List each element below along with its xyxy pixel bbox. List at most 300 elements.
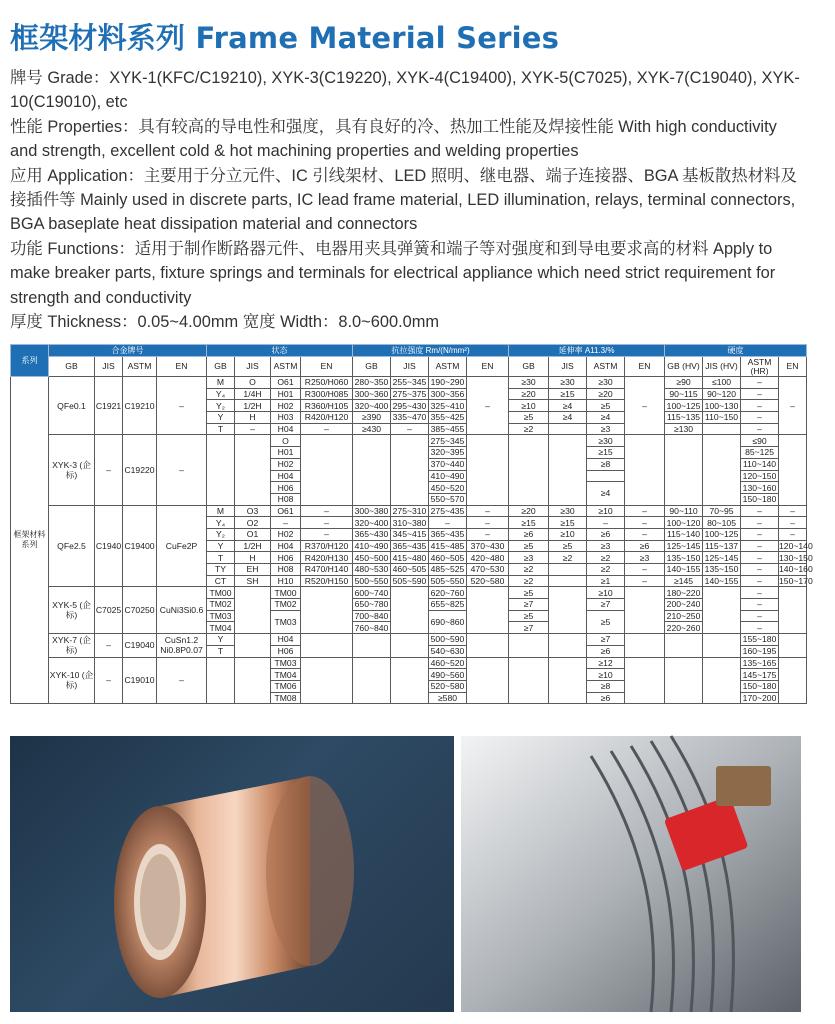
table-cell: –: [741, 423, 779, 435]
table-cell: ≥5: [509, 540, 549, 552]
rm-jis-cell: [391, 435, 429, 505]
table-cell: –: [741, 552, 779, 564]
table-cell: O61: [271, 377, 301, 389]
table-cell: 100~125: [703, 528, 741, 540]
table-cell: ≥2: [509, 423, 549, 435]
table-cell: ≥5: [509, 412, 549, 424]
table-cell: –: [235, 423, 271, 435]
table-cell: 460~505: [429, 552, 467, 564]
alloy-en-cell: –: [157, 377, 207, 435]
status-gb-cell: TM00: [207, 587, 235, 599]
sub-header: JIS (HV): [703, 357, 741, 377]
status-astm-cell: TM03: [271, 610, 301, 633]
table-cell: [703, 423, 741, 435]
table-cell: ≥30: [549, 377, 587, 389]
table-cell: O1: [235, 528, 271, 540]
alloy-en-cell: CuNi3Si0.6: [157, 587, 207, 634]
table-cell: ≥20: [587, 388, 625, 400]
table-cell: SH: [235, 575, 271, 587]
table-cell: –: [741, 412, 779, 424]
table-cell: ≤100: [703, 377, 741, 389]
a-en-cell: [625, 657, 665, 704]
table-cell: –: [301, 505, 353, 517]
table-cell: ≥30: [509, 377, 549, 389]
alloy-jis-cell: C1921: [95, 377, 123, 435]
table-row: [11, 377, 807, 389]
table-cell: ≥4: [549, 412, 587, 424]
page-title: 框架材料系列 Frame Material Series: [10, 21, 560, 55]
table-cell: R470/H140: [301, 564, 353, 576]
table-cell: 300~360: [353, 388, 391, 400]
sub-header: EN: [625, 357, 665, 377]
hv-astm-cell: –: [741, 610, 779, 622]
table-cell: 505~550: [429, 575, 467, 587]
table-cell: 150~180: [741, 493, 779, 505]
table-cell: 365~430: [353, 528, 391, 540]
table-cell: 385~455: [429, 423, 467, 435]
slitting-machine-photo: [461, 736, 801, 1012]
table-cell: 550~570: [429, 493, 467, 505]
table-cell: 450~500: [353, 552, 391, 564]
table-cell: R360/H105: [301, 400, 353, 412]
table-cell: 140~155: [703, 575, 741, 587]
table-cell: 415~485: [429, 540, 467, 552]
table-cell: H10: [271, 575, 301, 587]
table-cell: 275~375: [391, 388, 429, 400]
a-jis-cell: [549, 634, 587, 657]
table-cell: ≥6: [625, 540, 665, 552]
table-cell: H04: [271, 423, 301, 435]
rm-astm-cell: 460~520: [429, 657, 467, 669]
table-cell: Y₂: [207, 400, 235, 412]
table-cell: ≥15: [509, 517, 549, 529]
hv-astm-cell: 170~200: [741, 692, 779, 704]
table-row: [11, 634, 807, 646]
sub-header: EN: [301, 357, 353, 377]
rm-en-cell: [467, 657, 509, 704]
table-cell: 370~430: [467, 540, 509, 552]
table-group-header-row: [11, 345, 807, 357]
table-cell: –: [271, 517, 301, 529]
table-cell: 320~400: [353, 400, 391, 412]
rm-en-cell: [467, 587, 509, 634]
hv-jis-cell: [703, 634, 741, 657]
rm-jis-cell: [391, 587, 429, 634]
table-cell: 365~435: [391, 540, 429, 552]
brass-holder: [716, 766, 771, 806]
status-astm-cell: H06: [271, 645, 301, 657]
sub-header: GB: [353, 357, 391, 377]
sub-header: ASTM (HR): [741, 357, 779, 377]
table-cell: ≥3: [625, 552, 665, 564]
table-cell: 365~435: [429, 528, 467, 540]
status-en-cell: [301, 587, 353, 634]
status-astm-cell: TM06: [271, 680, 301, 692]
alloy-gb-cell: XYK-3 (企标): [49, 435, 95, 505]
table-cell: 280~350: [353, 377, 391, 389]
hv-en-cell: [779, 587, 807, 634]
dimensions-text: 厚度 Thickness：0.05~4.00mm 宽度 Width：8.0~600.0mm: [10, 313, 440, 332]
hv-gb-cell: 180~220: [665, 587, 703, 599]
rm-gb-cell: 600~740: [353, 587, 391, 599]
table-cell: 100~120: [665, 517, 703, 529]
hv-astm-cell: 160~195: [741, 645, 779, 657]
hv-gb-cell: 220~260: [665, 622, 703, 634]
alloy-astm-cell: C19040: [123, 634, 157, 657]
alloy-gb-cell: XYK-10 (企标): [49, 657, 95, 704]
status-gb-cell: Y: [207, 634, 235, 646]
alloy-astm-cell: C19010: [123, 657, 157, 704]
table-cell: 1/2H: [235, 400, 271, 412]
table-cell: H02: [271, 400, 301, 412]
a-en-cell: [625, 634, 665, 657]
table-cell: ≥4: [587, 412, 625, 424]
a-astm-cell: ≥12: [587, 657, 625, 669]
alloy-en-cell: –: [157, 657, 207, 704]
spec-table-container: [10, 344, 813, 704]
hv-astm-cell: 145~175: [741, 669, 779, 681]
table-cell: R520/H150: [301, 575, 353, 587]
table-cell: Y₄: [207, 388, 235, 400]
table-cell: 410~490: [429, 470, 467, 482]
table-cell: 295~430: [391, 400, 429, 412]
table-cell: 90~115: [665, 388, 703, 400]
table-cell: 345~415: [391, 528, 429, 540]
table-cell: –: [741, 564, 779, 576]
hv-jis-cell: [703, 587, 741, 634]
a-gb-cell: ≥5: [509, 610, 549, 622]
sub-header: ASTM: [123, 357, 157, 377]
table-cell: –: [741, 377, 779, 389]
rm-astm-cell: 690~860: [429, 610, 467, 633]
table-cell: T: [207, 423, 235, 435]
table-cell: R300/H085: [301, 388, 353, 400]
table-cell: –: [741, 575, 779, 587]
a-astm-cell: ≥10: [587, 669, 625, 681]
a-gb-cell: ≥5: [509, 587, 549, 599]
table-cell: –: [625, 575, 665, 587]
table-cell: 460~505: [391, 564, 429, 576]
spec-table: [10, 344, 813, 704]
table-cell: –: [741, 528, 779, 540]
alloy-astm-cell: C19210: [123, 377, 157, 435]
table-cell: H01: [271, 388, 301, 400]
a-astm-cell: ≥7: [587, 634, 625, 646]
table-cell: 110~150: [703, 412, 741, 424]
table-cell: ≥30: [549, 505, 587, 517]
table-cell: ≥6: [509, 528, 549, 540]
table-cell: ≥2: [509, 564, 549, 576]
table-cell: –: [467, 528, 509, 540]
rm-jis-cell: [391, 657, 429, 704]
status-gb-cell: TM04: [207, 622, 235, 634]
rm-astm-cell: 540~630: [429, 645, 467, 657]
table-cell: 310~380: [391, 517, 429, 529]
a-astm-cell: ≥4: [587, 482, 625, 505]
alloy-astm-cell: C70250: [123, 587, 157, 634]
table-cell: 190~290: [429, 377, 467, 389]
table-cell: R420/H120: [301, 412, 353, 424]
rm-gb-cell: 650~780: [353, 599, 391, 611]
hv-gb-cell: 210~250: [665, 610, 703, 622]
hv-astm-cell: 150~180: [741, 680, 779, 692]
alloy-group-header: 合金牌号: [49, 345, 207, 357]
a-astm-cell: ≥5: [587, 610, 625, 633]
table-cell: ≥390: [353, 412, 391, 424]
table-cell: T: [207, 552, 235, 564]
series-name-cell: 框架材料系列: [11, 377, 49, 704]
table-cell: 130~150: [779, 552, 813, 563]
rm-en-cell: –: [467, 377, 509, 435]
sub-header: JIS: [235, 357, 271, 377]
table-cell: ≥15: [587, 447, 625, 459]
table-sub-header-row: [11, 357, 807, 377]
table-cell: H03: [271, 412, 301, 424]
table-cell: 140~160: [779, 564, 813, 575]
alloy-jis-cell: –: [95, 657, 123, 704]
table-cell: 1/4H: [235, 388, 271, 400]
alloy-jis-cell: –: [95, 634, 123, 657]
status-jis-cell: [235, 657, 271, 704]
a-gb-cell: [509, 634, 549, 657]
status-en-cell: [301, 634, 353, 657]
description: [10, 66, 805, 334]
a-astm-cell: ≥6: [587, 645, 625, 657]
table-cell: ≥30: [587, 377, 625, 389]
table-cell: 70~95: [703, 505, 741, 517]
table-cell: 1/2H: [235, 540, 271, 552]
status-astm-cell: TM02: [271, 599, 301, 611]
table-cell: 450~520: [429, 482, 467, 494]
table-cell: 85~125: [741, 447, 779, 459]
table-cell: 115~135: [665, 412, 703, 424]
hv-gb-cell: [665, 634, 703, 657]
table-cell: 100~130: [703, 400, 741, 412]
rm-gb-cell: 700~840: [353, 610, 391, 622]
hv-gb-cell: [665, 435, 703, 505]
table-cell: ≥20: [509, 388, 549, 400]
table-cell: 410~490: [353, 540, 391, 552]
table-row: [11, 587, 807, 599]
status-en-cell: [301, 657, 353, 704]
table-cell: –: [391, 423, 429, 435]
hv-jis-cell: [703, 435, 741, 505]
table-cell: 370~440: [429, 458, 467, 470]
hv-astm-cell: –: [741, 587, 779, 599]
table-cell: Y: [207, 540, 235, 552]
status-jis-cell: [235, 587, 271, 634]
table-cell: –: [301, 528, 353, 540]
table-cell: ≥430: [353, 423, 391, 435]
table-cell: R370/H120: [301, 540, 353, 552]
table-cell: –: [625, 528, 665, 540]
a-jis-cell: [549, 435, 587, 505]
rm-astm-cell: 500~590: [429, 634, 467, 646]
table-cell: 520~580: [467, 575, 509, 587]
table-cell: 140~155: [665, 564, 703, 576]
alloy-astm-cell: C19400: [123, 505, 157, 587]
table-cell: –: [741, 517, 779, 529]
rm-en-cell: [467, 435, 509, 505]
hv-gb-cell: [665, 657, 703, 704]
table-cell: H: [235, 412, 271, 424]
table-cell: ≤90: [741, 435, 779, 447]
status-en-cell: [301, 435, 353, 505]
table-row: [11, 435, 807, 447]
application-text: 应用 Application：主要用于分立元件、IC 引线架材、LED 照明、继电器、端子连接器、BGA 基板散热材料及接插件等 Mainly used in discrete parts, IC lead frame material, LED illumination, relays, terminal connectors, BGA baseplate heat dissipation material and connectors: [10, 166, 797, 234]
table-cell: ≥3: [509, 552, 549, 564]
table-cell: O61: [271, 505, 301, 517]
alloy-jis-cell: C7025: [95, 587, 123, 634]
elongation-group-header: 延伸率 A11.3/%: [509, 345, 665, 357]
alloy-jis-cell: C1940: [95, 505, 123, 587]
table-cell: –: [625, 564, 665, 576]
hv-astm-cell: –: [741, 599, 779, 611]
table-cell: 150~170: [779, 576, 813, 587]
table-cell: ≥10: [587, 505, 625, 517]
table-cell: –: [779, 517, 807, 529]
table-cell: ≥5: [587, 400, 625, 412]
table-cell: H08: [271, 564, 301, 576]
sub-header: JIS: [549, 357, 587, 377]
status-gb-cell: T: [207, 645, 235, 657]
table-cell: ≥4: [549, 400, 587, 412]
table-cell: 355~425: [429, 412, 467, 424]
table-cell: ≥30: [587, 435, 625, 447]
table-cell: –: [741, 388, 779, 400]
spec-table-body: [11, 345, 813, 704]
table-cell: ≥2: [549, 552, 587, 564]
a-astm-cell: ≥7: [587, 599, 625, 611]
coil-back-shape: [266, 776, 354, 966]
status-gb-cell: [207, 657, 235, 704]
hv-en-cell: [779, 634, 807, 657]
hv-en-cell: –: [779, 377, 807, 435]
table-cell: H04: [271, 470, 301, 482]
table-row: [11, 505, 807, 517]
table-cell: –: [741, 505, 779, 517]
table-cell: 500~550: [353, 575, 391, 587]
a-gb-cell: ≥7: [509, 599, 549, 611]
table-cell: –: [301, 517, 353, 529]
hv-gb-cell: 200~240: [665, 599, 703, 611]
rm-jis-cell: [391, 634, 429, 657]
table-cell: 505~590: [391, 575, 429, 587]
a-gb-cell: ≥7: [509, 622, 549, 634]
table-cell: 485~525: [429, 564, 467, 576]
table-cell: O: [235, 377, 271, 389]
table-cell: TY: [207, 564, 235, 576]
table-cell: ≥2: [587, 552, 625, 564]
a-jis-cell: [549, 657, 587, 704]
table-cell: EH: [235, 564, 271, 576]
table-cell: H06: [271, 482, 301, 494]
status-gb-cell: TM02: [207, 599, 235, 611]
table-cell: H02: [271, 458, 301, 470]
table-cell: 275~345: [429, 435, 467, 447]
a-en-cell: [625, 587, 665, 634]
table-cell: ≥1: [587, 575, 625, 587]
table-cell: 275~435: [429, 505, 467, 517]
table-cell: ≥145: [665, 575, 703, 587]
rm-gb-cell: 760~840: [353, 622, 391, 634]
table-cell: 320~400: [353, 517, 391, 529]
table-cell: H01: [271, 447, 301, 459]
table-cell: –: [429, 517, 467, 529]
hv-en-cell: [779, 657, 807, 704]
table-cell: M: [207, 377, 235, 389]
table-cell: –: [467, 517, 509, 529]
rm-astm-cell: 655~825: [429, 599, 467, 611]
hv-astm-cell: –: [741, 622, 779, 634]
table-cell: 415~480: [391, 552, 429, 564]
rm-en-cell: [467, 634, 509, 657]
table-cell: 125~145: [665, 540, 703, 552]
a-jis-cell: [549, 587, 587, 634]
hardness-group-header: 硬度: [665, 345, 807, 357]
sub-header: GB: [49, 357, 95, 377]
table-cell: ≥90: [665, 377, 703, 389]
table-cell: CT: [207, 575, 235, 587]
table-cell: [549, 575, 587, 587]
table-cell: –: [467, 505, 509, 517]
status-gb-cell: TM03: [207, 610, 235, 622]
alloy-gb-cell: QFe0.1: [49, 377, 95, 435]
rm-astm-cell: ≥580: [429, 692, 467, 704]
status-astm-cell: TM04: [271, 669, 301, 681]
hv-jis-cell: [703, 657, 741, 704]
alloy-jis-cell: –: [95, 435, 123, 505]
sub-header: EN: [779, 357, 807, 377]
table-cell: 130~160: [741, 482, 779, 494]
copper-coil-photo: [10, 736, 454, 1012]
table-cell: –: [741, 540, 779, 552]
alloy-gb-cell: XYK-7 (企标): [49, 634, 95, 657]
a-gb-cell: [509, 435, 549, 505]
sub-header: EN: [157, 357, 207, 377]
sub-header: JIS: [391, 357, 429, 377]
table-cell: ≥6: [587, 528, 625, 540]
rm-gb-cell: [353, 435, 391, 505]
sub-header: GB: [207, 357, 235, 377]
table-cell: ≥10: [549, 528, 587, 540]
table-cell: 90~120: [703, 388, 741, 400]
table-cell: 420~480: [467, 552, 509, 564]
table-cell: –: [779, 505, 807, 517]
table-cell: R420/H130: [301, 552, 353, 564]
rm-astm-cell: 620~760: [429, 587, 467, 599]
table-cell: 325~410: [429, 400, 467, 412]
table-cell: ≥15: [549, 517, 587, 529]
rm-gb-cell: [353, 657, 391, 704]
table-cell: H06: [271, 552, 301, 564]
functions-text: 功能 Functions：适用于制作断路器元件、电器用夹具弹簧和端子等对强度和到导电要求高的材料 Apply to make breaker parts, fixture springs and terminals for electrical appliance which need strict requirement for strength and conductivity: [10, 239, 776, 307]
table-cell: 135~150: [703, 564, 741, 576]
table-cell: O3: [235, 505, 271, 517]
alloy-gb-cell: XYK-5 (企标): [49, 587, 95, 634]
table-cell: ≥130: [665, 423, 703, 435]
table-cell: 115~137: [703, 540, 741, 552]
table-cell: ≥3: [587, 540, 625, 552]
hv-en-cell: [779, 435, 807, 505]
hv-astm-cell: 135~165: [741, 657, 779, 669]
sub-header: GB (HV): [665, 357, 703, 377]
table-cell: 100~125: [665, 400, 703, 412]
table-cell: –: [625, 505, 665, 517]
status-astm-cell: H04: [271, 634, 301, 646]
sub-header: JIS: [95, 357, 123, 377]
a-astm-cell: ≥8: [587, 680, 625, 692]
